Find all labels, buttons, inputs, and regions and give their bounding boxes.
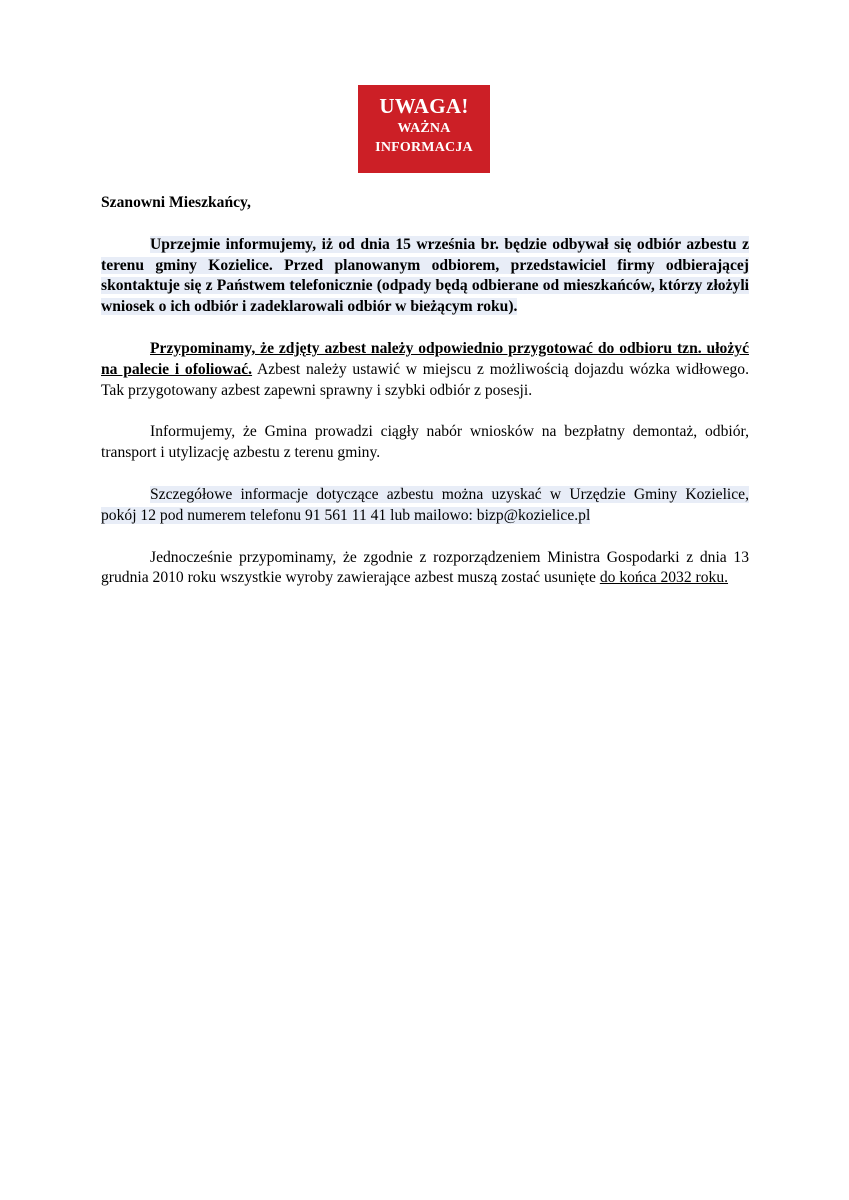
paragraph-preparation-reminder xyxy=(101,339,749,401)
greeting: Szanowni Mieszkańcy, xyxy=(101,194,251,211)
regulation-text: Jednocześnie przypominamy, że zgodnie z rozporządzeniem Ministra Gospodarki z dnia 13 grudnia 2010 roku wszystkie wyroby zawierające azbest muszą zostać usunięte xyxy=(101,548,749,587)
warning-banner xyxy=(358,85,490,173)
paragraph-regulation xyxy=(101,548,749,590)
banner-subtitle-line2: INFORMACJA xyxy=(375,140,473,155)
paragraph-contact-info xyxy=(101,485,749,527)
letter-body xyxy=(101,193,749,610)
preparation-details: Azbest należy ustawić w miejscu z możliwością dojazdu wózka widłowego. Tak przygotowany azbest zapewni sprawny i szybki odbiór z posesji. xyxy=(101,360,749,399)
preparation-emphasis: Przypominamy, że zdjęty azbest należy odpowiednio przygotować do odbioru tzn. ułożyć na palecie i ofoliować. xyxy=(101,339,749,378)
collection-notice-text: Uprzejmie informujemy, iż od dnia 15 września br. będzie odbywał się odbiór azbestu z terenu gminy Kozielice. Przed planowanym odbiorem, przedstawiciel firmy odbierającej skontaktuje się z Państwem telefonicznie (odpady będą odbierane od mieszkańców, którzy złożyli wniosek o ich odbiór i zadeklarowali odbiór w bieżącym roku). xyxy=(101,235,749,316)
contact-info-text: Szczegółowe informacje dotyczące azbestu można uzyskać w Urzędzie Gminy Kozielice, pokój 12 pod numerem telefonu 91 561 11 41 lub mailowo: bizp@kozielice.pl xyxy=(101,485,749,524)
banner-subtitle-line1: WAŻNA xyxy=(397,121,451,136)
banner-title: UWAGA! xyxy=(379,94,469,118)
applications-text: Informujemy, że Gmina prowadzi ciągły nabór wniosków na bezpłatny demontaż, odbiór, transport i utylizację azbestu z terenu gminy. xyxy=(101,423,749,462)
removal-deadline: do końca 2032 roku. xyxy=(599,569,729,587)
paragraph-collection-notice xyxy=(101,235,749,318)
paragraph-applications xyxy=(101,422,749,464)
